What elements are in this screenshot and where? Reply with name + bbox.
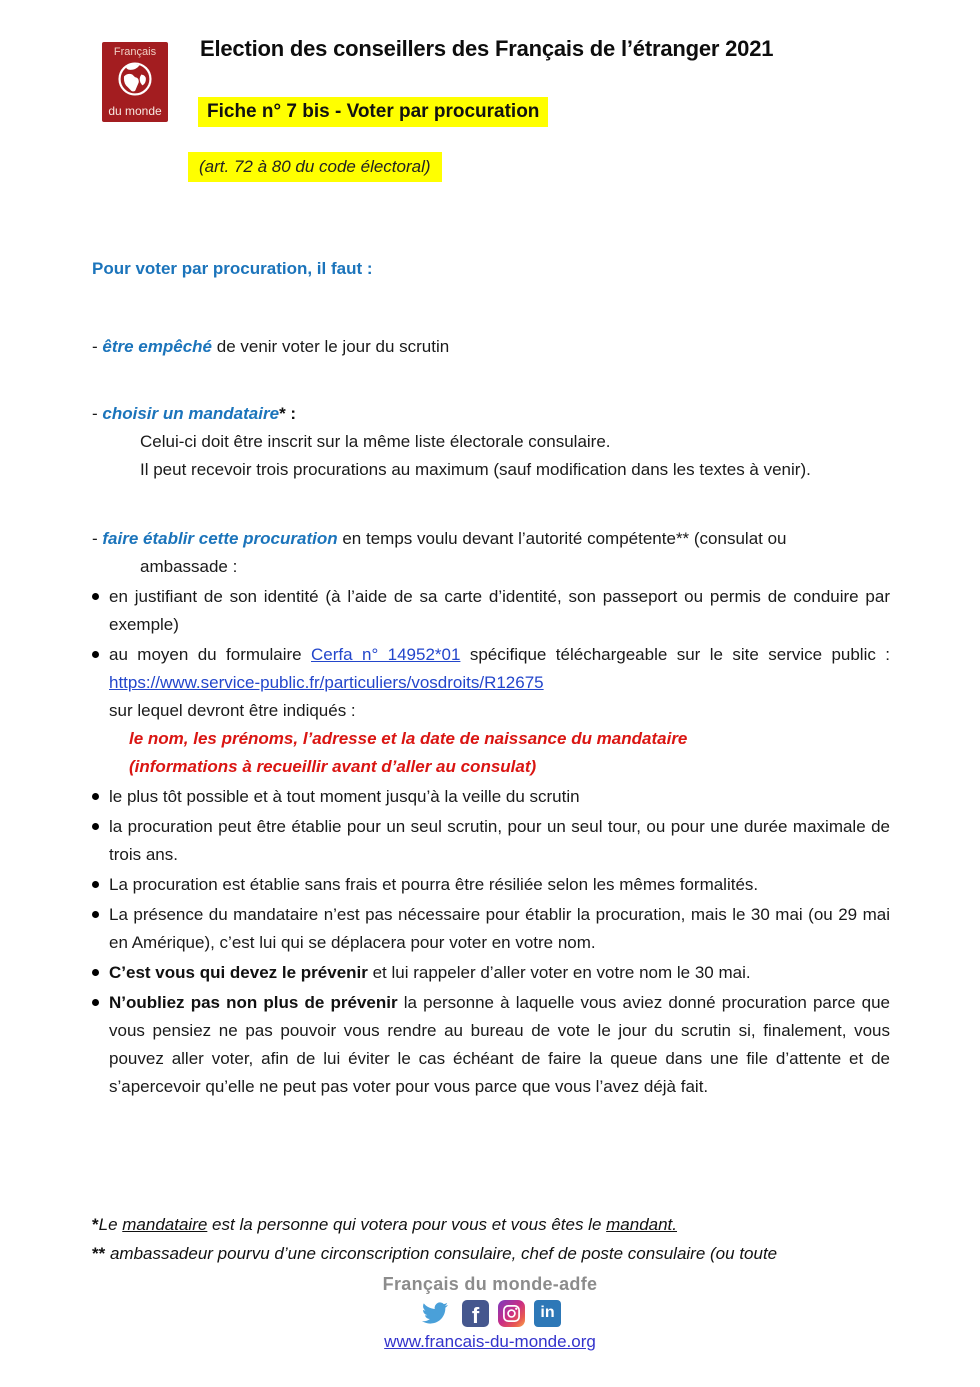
twitter-icon[interactable] [419,1299,453,1327]
footnote-text: ambassadeur pourvu d’une circonscription consulaire, chef de poste consulaire (ou toute [105,1244,778,1263]
requirement-detail: Celui-ci doit être inscrit sur la même liste électorale consulaire. [140,432,611,451]
list-item [92,989,890,1101]
bullet-icon [92,989,109,1101]
document-body [92,255,890,1101]
colon: : [285,404,297,423]
requirement-rest: en temps voulu devant l’autorité compétente** (consulat ou [337,529,787,548]
intro-heading: Pour voter par procuration, il faut : [92,259,373,278]
list-item [92,641,890,781]
requirement-etre-empeche [92,333,890,361]
list-item [92,583,890,639]
footnote-text: est la personne qui votera pour vous et vous êtes le [207,1215,607,1234]
bullet-text: le plus tôt possible et à tout moment jusqu’à la veille du scrutin [109,787,580,806]
website-link[interactable]: www.francais-du-monde.org [384,1332,596,1351]
list-item [92,901,890,957]
footnotes [92,1210,898,1268]
bullet-text: en justifiant de son identité (à l’aide de sa carte d’identité, son passeport ou permis de conduire par exemple) [109,587,890,634]
footnote-underlined-term: mandataire [122,1215,208,1234]
bullet-text: la procuration peut être établie pour un seul scrutin, pour un seul tour, ou pour une durée maximale de trois ans. [109,817,890,864]
list-item [92,871,890,899]
brand-name: Français du monde-adfe [382,1274,598,1294]
bullet-text-rest: la personne à laquelle vous aviez donné procuration parce que vous pensiez ne pas pouvoir vous rendre au bureau de vote le jour du scrutin si, finalement, vous pouvez aller voter, afin de lui éviter le cas échéant de faire la queue dans une file d’attente et de s’apercevoir qu’elle ne peut pas voter pour vous parce que vous l’avez déjà fait. [109,993,890,1096]
requirement-lead: faire établir cette procuration [102,529,338,548]
bullet-text [109,959,890,987]
footnote-star: * [92,1215,99,1234]
page-title: Election des conseillers des Français de l’étranger 2021 [200,36,774,61]
required-info-note: (informations à recueillir avant d’aller au consulat) [129,757,537,776]
bullet-icon [92,959,109,987]
requirement-rest: de venir voter le jour du scrutin [212,337,450,356]
requirement-continuation: ambassade : [140,557,238,576]
list-item [92,959,890,987]
requirement-lead: être empêché [102,337,213,356]
list-item [92,783,890,811]
linkedin-icon[interactable]: in [534,1300,561,1327]
footnote-mandataire [92,1210,898,1239]
requirement-faire-etablir [92,525,890,581]
requirement-detail: Il peut recevoir trois procurations au maximum (sauf modification dans les textes à venir). [140,460,811,479]
footnote-star: ** [92,1244,106,1263]
globe-icon [115,59,155,104]
bullet-icon [92,871,109,899]
requirement-choisir-mandataire [92,400,890,484]
bullet-icon [92,813,109,869]
requirement-line [92,400,890,428]
requirement-lead: choisir un mandataire [102,404,280,423]
bullet-icon [92,641,109,781]
bullet-text [109,641,890,781]
footnote-marker: * [279,404,286,423]
dash: - [92,404,103,423]
logo-text-top: Français [113,46,157,58]
required-info-line: le nom, les prénoms, l’adresse et la date de naissance du mandataire [129,729,688,748]
facebook-icon[interactable]: f [462,1300,489,1327]
requirement-line [92,525,890,553]
bullet-text: La présence du mandataire n’est pas nécessaire pour établir la procuration, mais le 30 mai (ou 29 mai en Amérique), c’est lui qui se déplacera pour voter en votre nom. [109,905,890,952]
dash: - [92,337,103,356]
logo-text-bottom: du monde [108,104,162,118]
bullet-icon [92,583,109,639]
social-icons-row [0,1299,980,1327]
francais-du-monde-logo [102,42,168,122]
bullet-text-pre: au moyen du formulaire [109,645,312,664]
dash: - [92,529,103,548]
footnote-text: Le [98,1215,123,1234]
page-footer [0,1274,980,1352]
bullet-text-mid: spécifique téléchargeable sur le site service public : [460,645,890,664]
bullet-list [92,583,890,1101]
service-public-link[interactable]: https://www.service-public.fr/particuliers/vosdroits/R12675 [109,673,544,692]
bullet-text [109,989,890,1101]
bullet-text-after: sur lequel devront être indiqués : [109,701,356,720]
footnote-underlined-term: mandant. [606,1215,678,1234]
bullet-text-bold: N’oubliez pas non plus de prévenir [109,993,398,1012]
bullet-text-bold: C’est vous qui devez le prévenir [109,963,368,982]
article-reference-highlighted: (art. 72 à 80 du code électoral) [188,152,442,182]
bullet-text-rest: et lui rappeler d’aller voter en votre nom le 30 mai. [367,963,751,982]
cerfa-form-link[interactable]: Cerfa n° 14952*01 [311,645,461,664]
bullet-text: La procuration est établie sans frais et pourra être résiliée selon les mêmes formalités. [109,875,759,894]
instagram-icon[interactable] [498,1300,525,1327]
bullet-icon [92,901,109,957]
footnote-ambassadeur [92,1239,898,1268]
formulaire-line [109,641,890,697]
page-subtitle-highlighted: Fiche n° 7 bis - Voter par procuration [198,97,548,127]
bullet-icon [92,783,109,811]
list-item [92,813,890,869]
